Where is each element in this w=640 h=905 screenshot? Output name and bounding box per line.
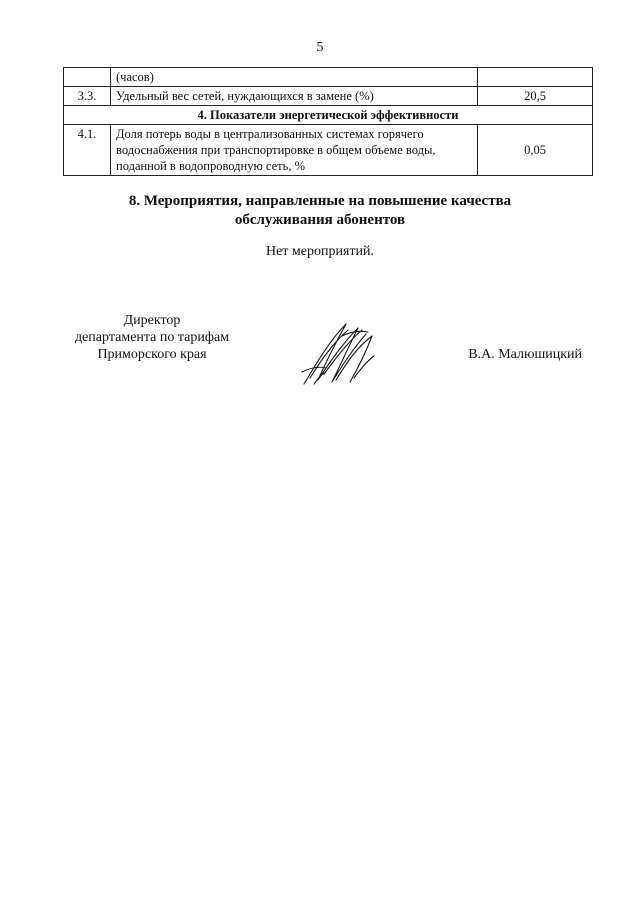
section-title: 4. Показатели энергетической эффективности [64, 106, 593, 125]
signer-title-line: Приморского края [97, 347, 207, 362]
page-number: 5 [316, 40, 324, 55]
table-row [64, 87, 593, 106]
row-text-line: водоснабжения при транспортировке в общем объеме воды, [116, 143, 436, 157]
table-row [64, 68, 593, 87]
row-text: Удельный вес сетей, нуждающихся в замене (%) [111, 87, 478, 106]
row-text [111, 125, 478, 176]
section-heading-line: 8. Мероприятия, направленные на повышение качества [128, 193, 512, 209]
signer-title-line: департамента по тарифам [74, 330, 230, 345]
table-row [64, 125, 593, 176]
table-section-row [64, 106, 593, 125]
row-value: 20,5 [478, 87, 593, 106]
no-measures-text: Нет мероприятий. [265, 244, 375, 259]
row-text: (часов) [111, 68, 478, 87]
signer-title [52, 312, 252, 363]
row-number: 4.1. [64, 125, 111, 176]
handwritten-signature [296, 318, 386, 390]
signer-title-line: Директор [123, 313, 181, 328]
row-number: 3.3. [64, 87, 111, 106]
section-heading [0, 192, 640, 230]
row-text-line: Доля потерь воды в централизованных системах горячего [116, 127, 424, 141]
indicators-table [63, 67, 593, 176]
row-value [478, 68, 593, 87]
row-number [64, 68, 111, 87]
section-heading-line: обслуживания абонентов [234, 212, 406, 228]
row-text-line: поданной в водопроводную сеть, % [116, 159, 306, 173]
signer-name: В.А. Малюшицкий [468, 347, 582, 362]
row-value: 0,05 [478, 125, 593, 176]
